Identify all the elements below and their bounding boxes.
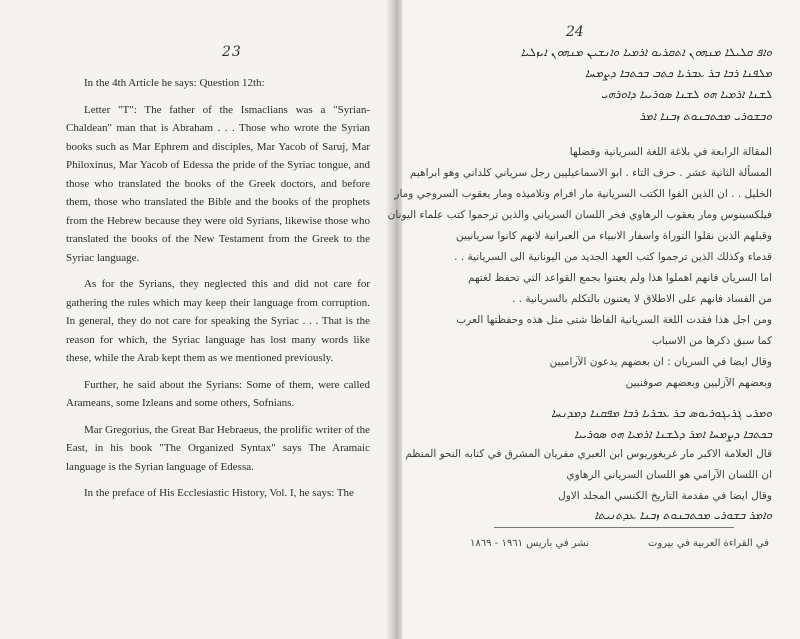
manuscript-line: فيلكسينوس ومار يعقوب الرهاوي فخر اللسان السرياني والذين ترجموا كتب علماء اليونان (387, 209, 772, 221)
manuscript-line: ومن اجل هذا فقدت اللغة السريانية الفاظا شتى مثل هذه وحفظتها العرب (456, 314, 772, 326)
right-page-number: 24 (566, 24, 584, 40)
manuscript-line: ܡܠܦܢܐ ܪܒܐ ܒܪ ܥܒܪܝܐ ܟܬܒ ܒܟܬܒܐ ܕܨܡܚܐ (585, 66, 772, 80)
manuscript-line: ܘܒܫܘܪܝ ܡܟܬܒܢܘܬ ܙܒܢܐ ܐܡܪ (639, 109, 772, 123)
manuscript-line: المسألة الثانية عشر . حرف التاء . ابو الاسماعيليين رجل سرياني كلداني وهو ابراهيم (409, 167, 772, 179)
paragraph: As for the Syrians, they neglected this and did not care for gathering the rules which may keep their language from corruption. In general, they do not care for speaking the Syriac . . . That is the reason for which, the Syriac language has lost many words like these, while the Arab kept them as we mentioned previously. (66, 278, 370, 364)
footnote: نشر في باريس ١٩٦١ - ١٨٦٩ (470, 538, 590, 549)
manuscript-line: ان اللسان الآرامي هو اللسان السرياني الرهاوي (566, 469, 772, 481)
manuscript-line: الخليل . . ان الذين الفوا الكتب السريانية مار افرام وتلاميذه ومار يعقوب السروجي ومار (394, 188, 772, 200)
manuscript-line: قال العلامة الاكبر مار غريغوريوس ابن العبري مفريان المشرق في كتابه النحو المنظم (405, 448, 772, 460)
left-page-body (66, 74, 370, 511)
manuscript-line: اما السريان فانهم اهملوا هذا ولم يعتنوا بجمع القواعد التي تحفظ لغتهم (468, 272, 772, 284)
manuscript-line: ܘܐܡܪ ܒܫܘܪܝ ܡܟܬܒܢܘܬ ܙܒܢܐ ܥܕܬܢܝܬܐ (594, 508, 772, 522)
manuscript-line: وقبلهم الذين نقلوا التوراة واسفار الانبياء من العبرانية لانهم كانوا سريانيين (456, 230, 772, 242)
paragraph: In the 4th Article he says: Question 12th: (84, 77, 265, 89)
manuscript-line: من الفساد فانهم على الاطلاق لا يعتنون بالتكلم بالسريانية . . (512, 293, 772, 305)
paragraph: In the preface of His Ecclesiastic History, Vol. I, he says: The (84, 487, 354, 499)
manuscript-line: وقال ايضا في السريان : ان بعضهم يدعون الآراميين (549, 356, 772, 368)
footnote-rule (494, 527, 734, 528)
manuscript-line: المقالة الرابعة في بلاغة اللغة السريانية وفضلها (569, 146, 772, 158)
manuscript-line: قدماء وكذلك الذين ترجموا كتب العهد الجديد من اليونانية الى السريانية . . (454, 251, 772, 263)
paragraph: Letter "T": The father of the Ismaclians was a "Syrian-Chaldean" man that is Abraham . . . Those who wrote the Syrian books such as Mar Ephrem and disciples, Mar Yacob of Saruj, Mar Philoxinus, Mar Yacob of Edessa the pride of the Syriac tongue, and those who translated the books of the Greek doctors, and before them, those who translated the Bible and the books of the prophets from the Hebrew because they were old Syrians, likewise those who translated the books of the New Testament from the Greek to the Syriac language. (66, 103, 370, 264)
manuscript-line: ܘܐܦ ܩܠܝܠܐ ܡܢܗܘܢ ܐܬܩܪܝܘ ܐܪܡܝܐ ܘܐܢܫܝܢ ܡܢܗܘܢ ܐܝܙܠܝܐ (520, 45, 772, 59)
manuscript-line: كما سبق ذكرها من الاسباب (651, 335, 772, 347)
paragraph: Mar Gregorius, the Great Bar Hebraeus, the prolific writer of the East, in his book "The Organized Syntax" says The Aramaic language is the Syrian language of Edessa. (66, 423, 370, 473)
manuscript-line: ܒܟܬܒܐ ܕܨܡܚܐ ܐܡܪ ܕܠܫܢܐ ܐܪܡܝܐ ܗܘ ܣܘܪܝܝܐ (574, 427, 772, 441)
footnote: في القراءة العربية في بيروت (648, 538, 769, 549)
manuscript-line: ܘܡܪܝ ܓܪܝܓܘܪܝܘܣ ܒܪ ܥܒܪܝܐ ܪܒܐ ܡܦܩܢܐ ܕܡܕܢܚܐ (551, 406, 772, 420)
manuscript-line: وقال ايضا في مقدمة التاريخ الكنسي المجلد الاول (558, 490, 772, 502)
manuscript-line: وبعضهم الآزليين وبعضهم صوفنيين (625, 377, 772, 389)
manuscript-line: ܠܫܢܐ ܐܪܡܝܐ ܗܘ ܠܫܢܐ ܣܘܪܝܝܐ ܕܐܘܪܗܝ (601, 87, 772, 101)
paragraph: Further, he said about the Syrians: Some of them, were called Arameans, some Izleans and some others, Sofnians. (66, 378, 370, 409)
left-page-number: 23 (222, 44, 242, 60)
